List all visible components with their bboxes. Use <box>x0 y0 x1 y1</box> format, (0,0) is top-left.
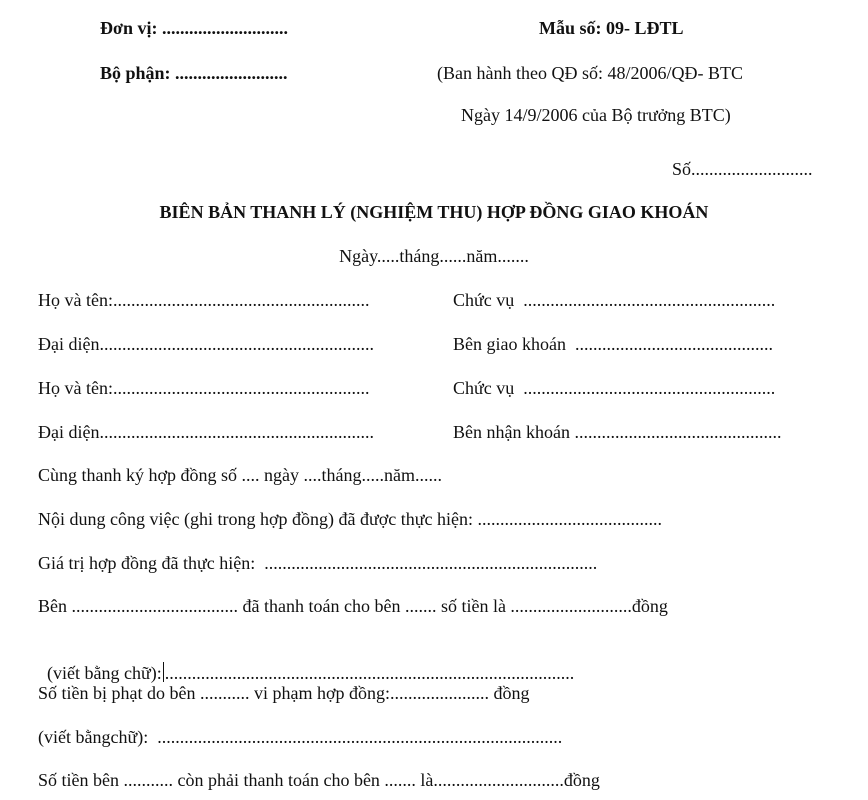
party-position-1: Chức vụ ........................................................ <box>453 290 776 310</box>
penalty-line: Số tiền bị phạt do bên ........... vi phạm hợp đồng:...................... đồng <box>38 683 530 703</box>
paid-words-label: (viết bằng chữ): <box>47 663 162 683</box>
text-cursor <box>163 662 164 682</box>
party-representative-2: Đại diện............................................................. <box>38 422 374 442</box>
party-role-receiver: Bên nhận khoán .............................................. <box>453 422 782 442</box>
document-title: BIÊN BẢN THANH LÝ (NGHIỆM THU) HỢP ĐỒNG GIAO KHOÁN <box>159 202 709 222</box>
paid-words-dots: ........................................................................................... <box>164 663 575 683</box>
party-representative-1: Đại diện............................................................. <box>38 334 374 354</box>
contract-reference: Cùng thanh ký hợp đồng số .... ngày ....tháng.....năm...... <box>38 465 442 485</box>
party-name-1: Họ và tên:......................................................... <box>38 290 370 310</box>
unit-field: Đơn vị: ............................ <box>100 18 288 38</box>
remaining-amount-line: Số tiền bên ........... còn phải thanh toán cho bên ....... là.............................đồng <box>38 770 600 790</box>
paid-words-line[interactable] <box>38 637 574 685</box>
form-number: Mẫu số: 09- LĐTL <box>539 18 684 38</box>
issued-date: Ngày 14/9/2006 của Bộ trưởng BTC) <box>461 105 731 125</box>
party-role-assigner: Bên giao khoán ............................................ <box>453 334 773 354</box>
party-name-2: Họ và tên:......................................................... <box>38 378 370 398</box>
document-number: Số........................... <box>672 159 813 179</box>
penalty-words-line: (viết bằngchữ): .......................................................................................... <box>38 727 563 747</box>
paid-amount-line: Bên ..................................... đã thanh toán cho bên ....... số tiền là ...........................đồng <box>38 596 668 616</box>
work-content-line: Nội dung công việc (ghi trong hợp đồng) đã được thực hiện: ......................................... <box>38 509 662 529</box>
date-line: Ngày.....tháng......năm....... <box>339 246 529 266</box>
contract-value-line: Giá trị hợp đồng đã thực hiện: .......................................................................... <box>38 553 598 573</box>
issued-by: (Ban hành theo QĐ số: 48/2006/QĐ- BTC <box>437 63 743 83</box>
party-position-2: Chức vụ ........................................................ <box>453 378 776 398</box>
department-field: Bộ phận: ......................... <box>100 63 288 83</box>
